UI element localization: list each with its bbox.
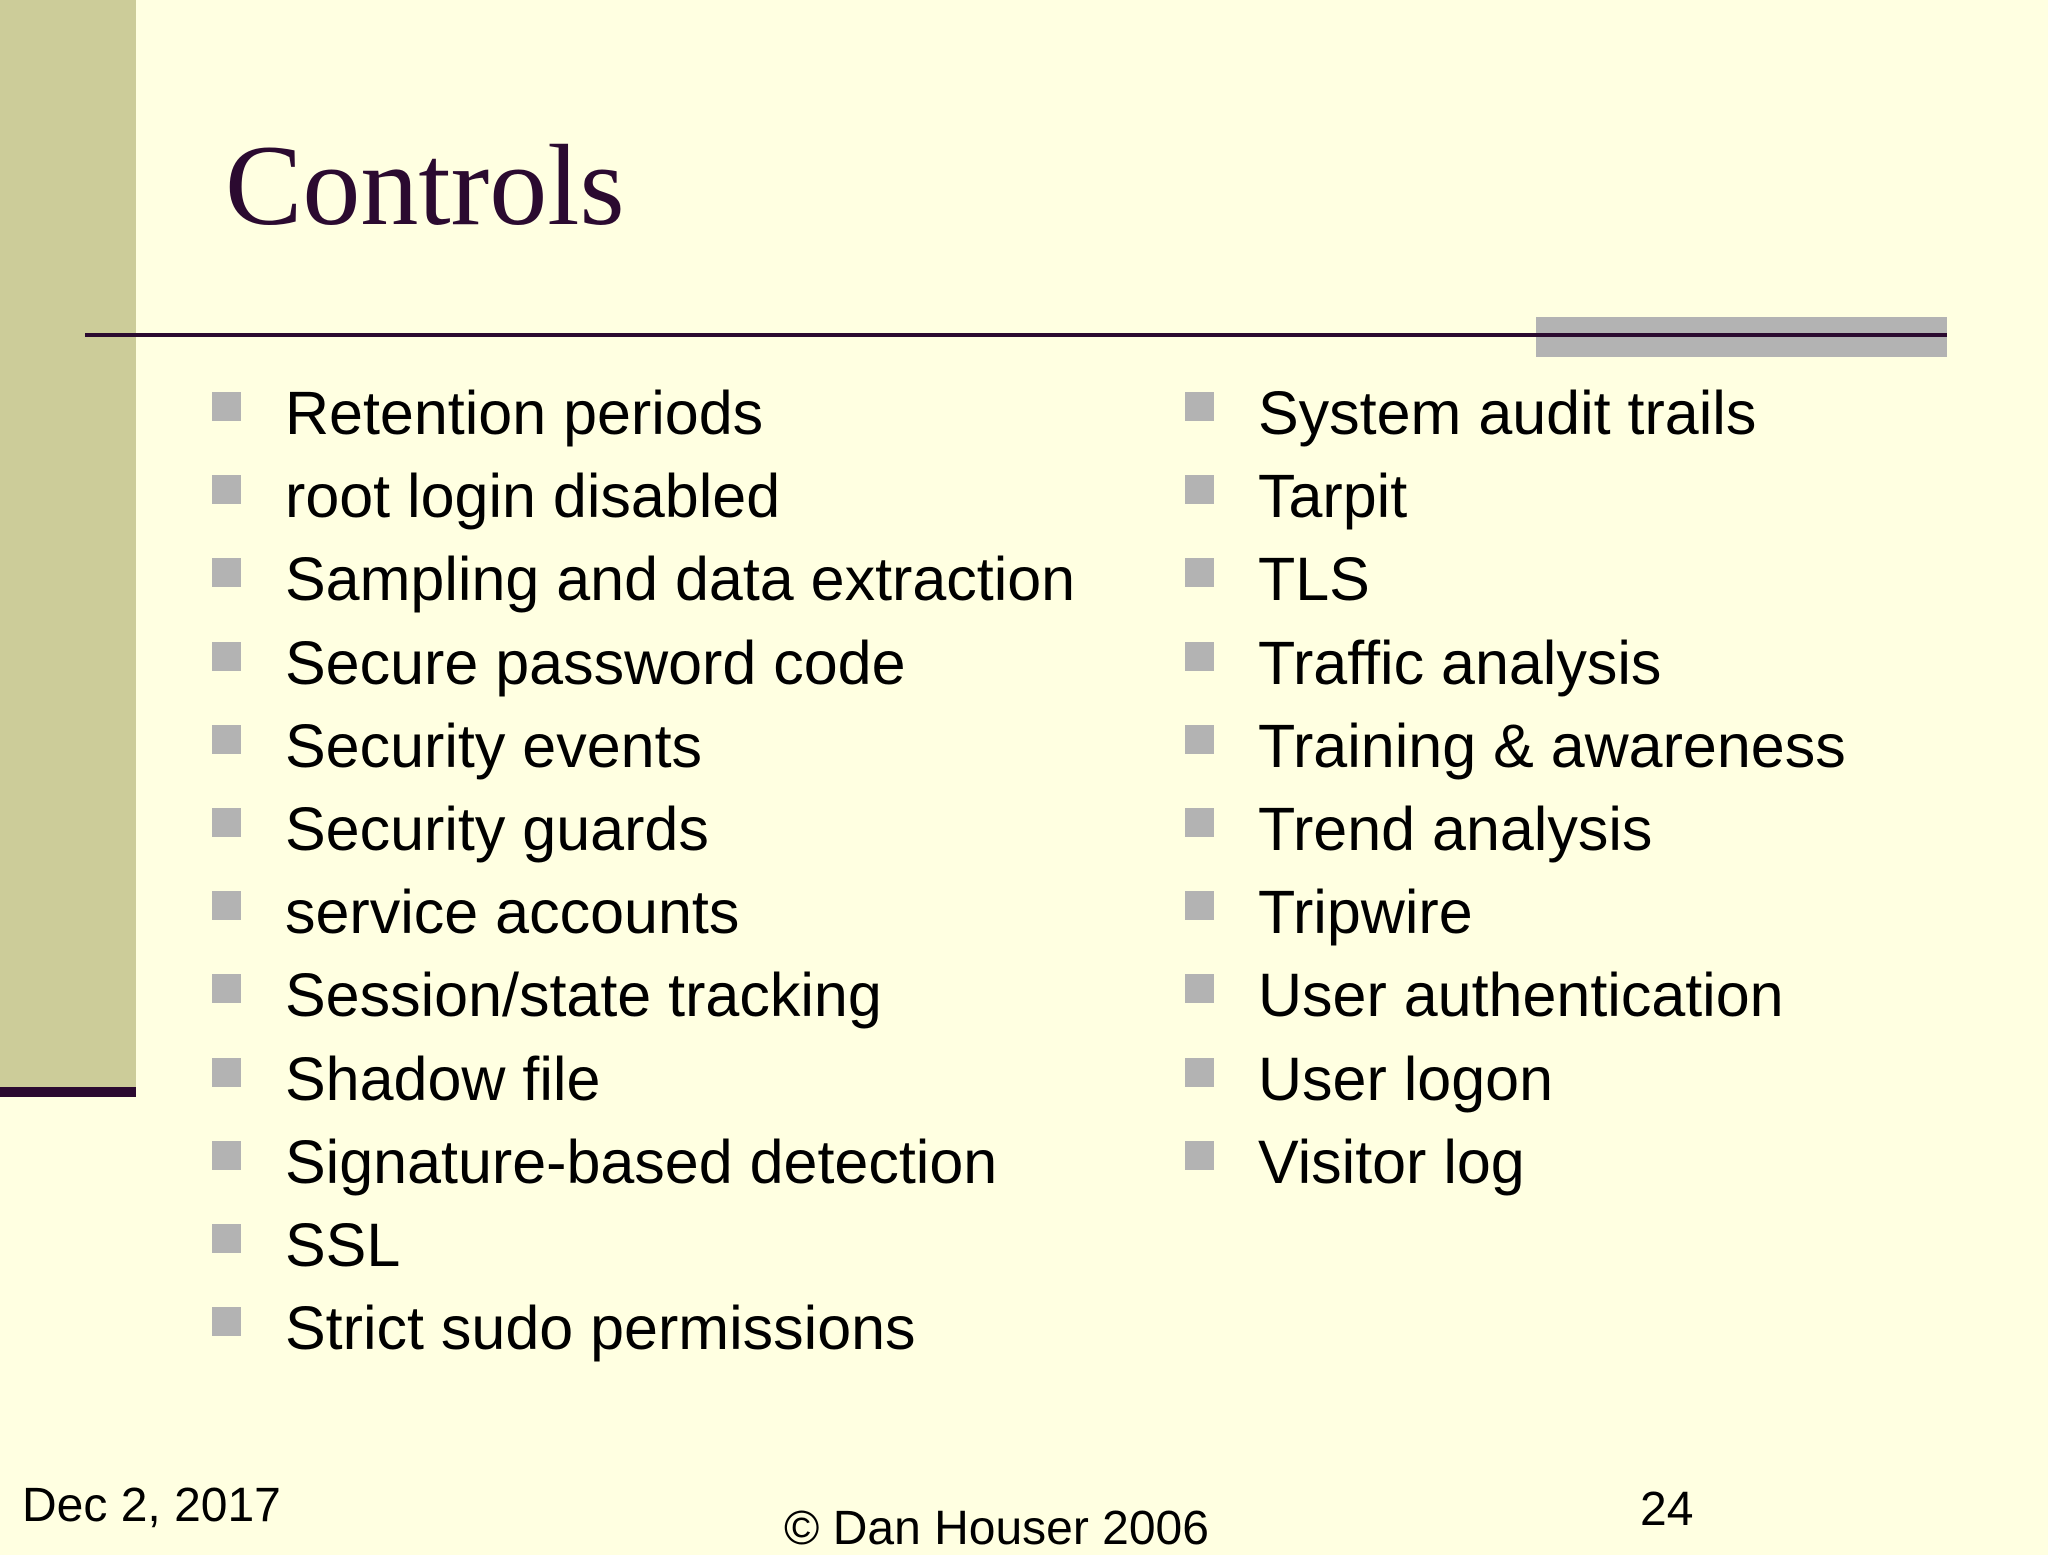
square-bullet-icon xyxy=(1185,558,1214,587)
list-item-label: Security guards xyxy=(285,794,709,863)
list-item xyxy=(1181,622,1846,705)
list-item xyxy=(208,954,1075,1037)
list-item-label: Session/state tracking xyxy=(285,961,882,1030)
list-item xyxy=(208,1038,1075,1121)
list-item xyxy=(208,538,1075,621)
square-bullet-icon xyxy=(212,475,241,504)
list-item-label: Signature-based detection xyxy=(285,1127,998,1196)
list-item xyxy=(208,1287,1075,1370)
list-item-label: User logon xyxy=(1258,1044,1553,1113)
list-item xyxy=(1181,705,1846,788)
list-item xyxy=(1181,455,1846,538)
square-bullet-icon xyxy=(212,808,241,837)
square-bullet-icon xyxy=(212,392,241,421)
square-bullet-icon xyxy=(1185,891,1214,920)
bullet-list-right xyxy=(1181,372,1846,1204)
list-item-label: Visitor log xyxy=(1258,1127,1525,1196)
list-item xyxy=(208,1204,1075,1287)
list-item-label: Tripwire xyxy=(1258,878,1473,947)
list-item xyxy=(1181,372,1846,455)
footer-date: Dec 2, 2017 xyxy=(22,1479,281,1532)
list-item-label: Retention periods xyxy=(285,379,764,447)
square-bullet-icon xyxy=(212,1307,241,1336)
square-bullet-icon xyxy=(1185,475,1214,504)
list-item-label: SSL xyxy=(285,1210,401,1279)
list-item-label: Traffic analysis xyxy=(1258,628,1662,697)
list-item xyxy=(1181,954,1846,1037)
square-bullet-icon xyxy=(212,891,241,920)
list-item xyxy=(208,705,1075,788)
square-bullet-icon xyxy=(1185,1141,1214,1170)
list-item-label: Strict sudo permissions xyxy=(285,1294,916,1363)
square-bullet-icon xyxy=(1185,974,1214,1003)
list-item xyxy=(208,1121,1075,1204)
square-bullet-icon xyxy=(212,1141,241,1170)
square-bullet-icon xyxy=(212,558,241,587)
footer-copyright: © Dan Houser 2006 xyxy=(784,1502,1209,1555)
list-item-label: System audit trails xyxy=(1258,379,1757,447)
list-item xyxy=(208,372,1075,455)
slide-title: Controls xyxy=(225,122,625,250)
sidebar-band xyxy=(0,0,136,1092)
title-rule-accent xyxy=(1536,317,1947,357)
list-item-label: User authentication xyxy=(1258,961,1784,1030)
list-item xyxy=(1181,1121,1846,1204)
list-item-label: Shadow file xyxy=(285,1044,601,1113)
list-item xyxy=(1181,871,1846,954)
list-item-label: Training & awareness xyxy=(1258,711,1846,780)
square-bullet-icon xyxy=(1185,808,1214,837)
square-bullet-icon xyxy=(212,725,241,754)
list-item-label: service accounts xyxy=(285,878,740,947)
bullet-list-left xyxy=(208,372,1075,1370)
list-item xyxy=(208,622,1075,705)
sidebar-accent-line xyxy=(0,1087,136,1097)
square-bullet-icon xyxy=(212,1224,241,1253)
list-item xyxy=(208,871,1075,954)
list-item xyxy=(208,455,1075,538)
square-bullet-icon xyxy=(1185,642,1214,671)
list-item-label: TLS xyxy=(1258,545,1370,614)
square-bullet-icon xyxy=(1185,725,1214,754)
title-rule-accent-line xyxy=(1536,333,1947,337)
list-item-label: Secure password code xyxy=(285,628,906,697)
list-item-label: root login disabled xyxy=(285,462,781,531)
list-item-label: Security events xyxy=(285,711,703,780)
square-bullet-icon xyxy=(212,642,241,671)
list-item-label: Sampling and data extraction xyxy=(285,545,1076,614)
page-number: 24 xyxy=(1640,1483,1694,1536)
square-bullet-icon xyxy=(212,1058,241,1087)
square-bullet-icon xyxy=(212,974,241,1003)
list-item xyxy=(208,788,1075,871)
list-item xyxy=(1181,788,1846,871)
list-item xyxy=(1181,1038,1846,1121)
list-item xyxy=(1181,538,1846,621)
list-item-label: Trend analysis xyxy=(1258,794,1653,863)
list-item-label: Tarpit xyxy=(1258,462,1408,531)
square-bullet-icon xyxy=(1185,1058,1214,1087)
square-bullet-icon xyxy=(1185,392,1214,421)
